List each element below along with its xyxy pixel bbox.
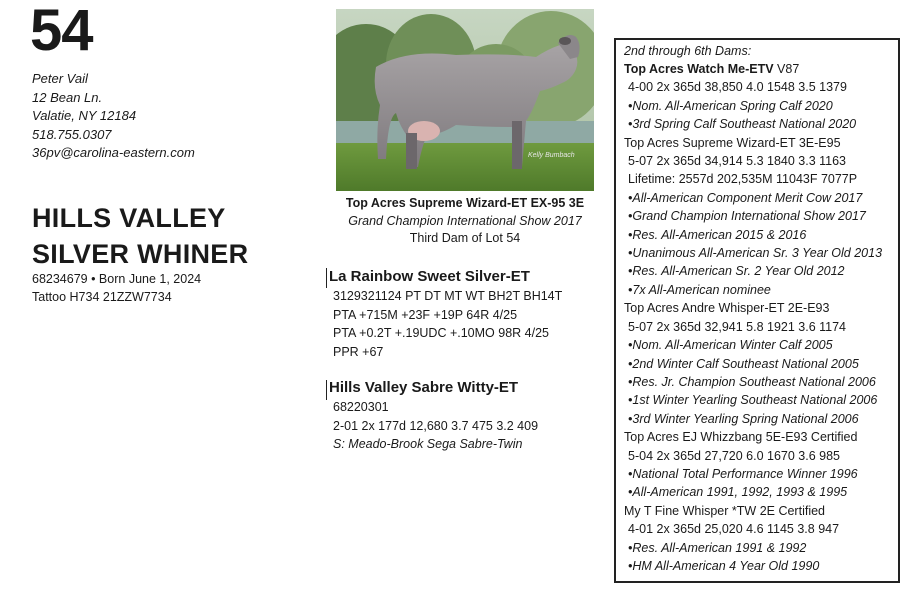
dam-entry-line: •3rd Winter Yearling Spring National 2006 [628, 411, 859, 426]
animal-name-line2: SILVER WHINER [32, 239, 249, 269]
dam-entry-score: V87 [777, 62, 800, 76]
animal-tattoo: Tattoo H734 21ZZW7734 [32, 290, 172, 304]
dam-entry-score: 3E-E95 [798, 135, 841, 150]
consignor-address2: Valatie, NY 12184 [32, 108, 137, 123]
dam-entry-score: 2E Certified [759, 503, 825, 518]
dam-entry-score: 2E-E93 [787, 301, 830, 316]
dam-entry-line: 4-01 2x 365d 25,020 4.6 1145 3.8 947 [628, 522, 840, 537]
dam-entry-title: Top Acres Andre Whisper-ET [624, 301, 785, 316]
dam-entry-line: Lifetime: 2557d 202,535M 11043F 7077P [628, 172, 858, 187]
photo-caption [320, 195, 610, 248]
dam-entry-line: •Res. All-American 2015 & 2016 [628, 227, 807, 242]
cow-photo [336, 9, 594, 191]
animal-registration: 68234679 • Born June 1, 2024 [32, 272, 202, 286]
dam-entry-line: 5-07 2x 365d 32,941 5.8 1921 3.6 1174 [628, 319, 847, 334]
dam-entry-line: •National Total Performance Winner 1996 [628, 466, 858, 481]
dam-entry-name [624, 428, 898, 446]
dam-entry-line: •Grand Champion International Show 2017 [628, 209, 866, 224]
dam-entry-line: •Res. All-American 1991 & 1992 [628, 540, 807, 555]
dam-entry-line: •2nd Winter Calf Southeast National 2005 [628, 356, 859, 371]
dam-entry-line: 5-07 2x 365d 34,914 5.3 1840 3.3 1163 [628, 154, 847, 169]
animal-name [32, 200, 248, 272]
dam-entry-line: •HM All-American 4 Year Old 1990 [628, 558, 820, 573]
dam-line: 68220301 [333, 400, 389, 414]
dam-entry-line: •Nom. All-American Winter Calf 2005 [628, 338, 833, 353]
consignor-address1: 12 Bean Ln. [32, 89, 103, 105]
cow-photo-illustration [336, 9, 594, 191]
dam-entry-line: •Nom. All-American Spring Calf 2020 [628, 98, 833, 113]
photo-watermark: Kelly Bumbach [528, 152, 575, 159]
dam-entry-line: 5-04 2x 365d 27,720 6.0 1670 3.6 985 [628, 448, 840, 463]
dam-entry-line: •3rd Spring Calf Southeast National 2020 [628, 117, 857, 132]
sire-line: PTA +0.2T +.19UDC +.10MO 98R 4/25 [333, 326, 549, 340]
dam-sire-note: S: Meado-Brook Sega Sabre-Twin [333, 437, 523, 451]
dam-pedigree [329, 378, 538, 454]
photo-caption-subtitle: Grand Champion International Show 2017 [348, 213, 582, 228]
dam-entry-line: •1st Winter Yearling Southeast National 2006 [628, 393, 878, 408]
dams-header: 2nd through 6th Dams: [624, 44, 752, 58]
sire-pedigree [329, 267, 562, 361]
dam-entry-name [624, 502, 898, 520]
sire-line: 3129321124 PT DT MT WT BH2T BH14T [333, 289, 563, 303]
sire-line: PPR +67 [333, 344, 384, 359]
dam-entry-line: •Res. Jr. Champion Southeast National 2006 [628, 374, 876, 389]
animal-name-line1: HILLS VALLEY [32, 203, 226, 233]
animal-info [32, 270, 201, 306]
dam-line: 2-01 2x 177d 12,680 3.7 475 3.2 409 [333, 418, 539, 433]
dam-entry-name [624, 60, 898, 78]
pedigree-bracket-sire [326, 268, 327, 288]
dam-entry-title: Top Acres EJ Whizzbang [624, 430, 763, 445]
pedigree-bracket-dam [326, 380, 327, 400]
dam-entry-line: •Unanimous All-American Sr. 3 Year Old 2013 [628, 246, 883, 261]
dam-entry-line: 4-00 2x 365d 38,850 4.0 1548 3.5 1379 [628, 80, 847, 95]
dam-entry-title: Top Acres Watch Me-ETV [624, 62, 774, 76]
dams-box [614, 38, 900, 583]
dam-entry-line: •7x All-American nominee [628, 282, 771, 297]
dam-entry-title: Top Acres Supreme Wizard-ET [624, 135, 796, 150]
sire-name: La Rainbow Sweet Silver-ET [329, 268, 530, 285]
dam-entry-name [624, 134, 898, 152]
dam-entry-line: •All-American 1991, 1992, 1993 & 1995 [628, 485, 848, 500]
dam-entry-name [624, 299, 898, 317]
dam-name: Hills Valley Sabre Witty-ET [329, 379, 519, 396]
consignor-name: Peter Vail [32, 71, 88, 86]
consignor-phone: 518.755.0307 [32, 126, 112, 142]
dam-entry-line: •Res. All-American Sr. 2 Year Old 2012 [628, 264, 845, 279]
dam-entry-line: •All-American Component Merit Cow 2017 [628, 190, 863, 205]
consignor-email: 36pv@carolina-eastern.com [32, 145, 195, 160]
sire-line: PTA +715M +23F +19P 64R 4/25 [333, 307, 518, 322]
consignor-block [32, 70, 195, 163]
dam-entry-title: My T Fine Whisper *TW [624, 503, 757, 518]
dam-entry-score: 5E-E93 Certified [765, 430, 858, 445]
lot-number: 54 [30, 0, 93, 63]
photo-caption-note: Third Dam of Lot 54 [409, 231, 521, 245]
photo-caption-title: Top Acres Supreme Wizard-ET EX-95 3E [345, 196, 585, 210]
